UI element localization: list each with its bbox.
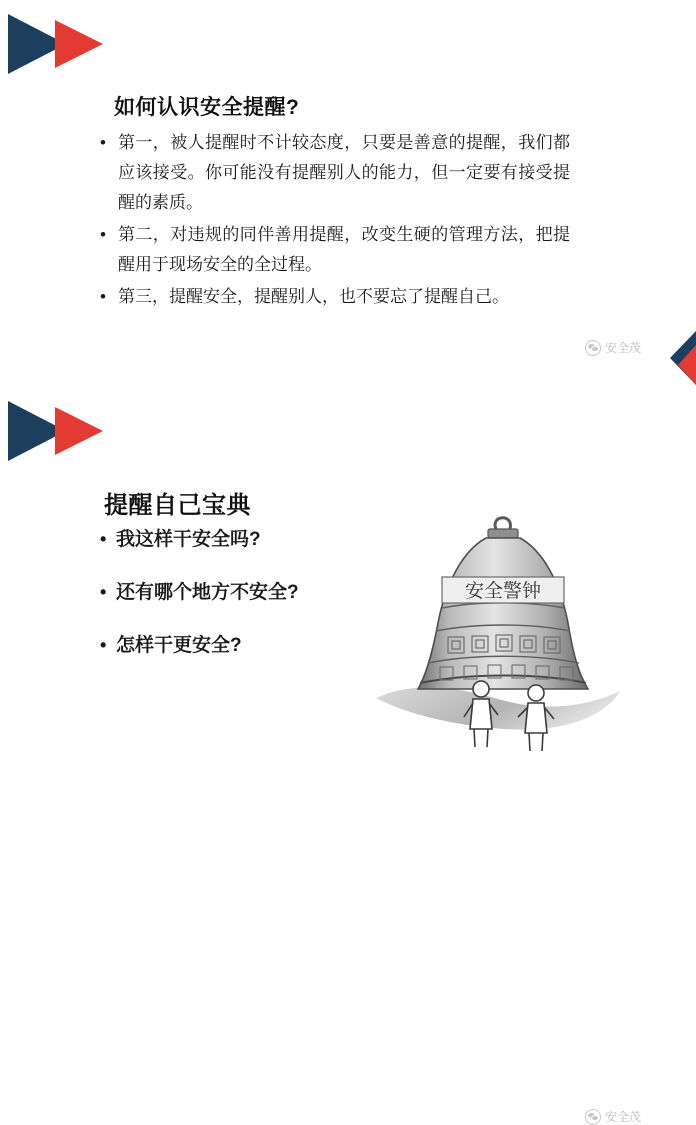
page-title: 提醒自己宝典	[104, 491, 251, 519]
list-item: • 怎样干更安全?	[100, 633, 390, 659]
slide-2	[0, 385, 696, 1124]
bell-body	[418, 538, 588, 689]
slide-1	[0, 0, 696, 385]
bell-inscription-text: 安全警钟	[464, 581, 542, 602]
watermark-label: 安全茂	[605, 341, 642, 355]
bullet-list-slide-2	[100, 527, 390, 686]
corner-arrow-icon-slide-1	[668, 331, 696, 385]
bell-loop	[495, 518, 510, 529]
watermark-label: 安全茂	[605, 1110, 642, 1124]
wechat-icon	[585, 1109, 601, 1125]
warning-bell-illustration	[368, 503, 638, 758]
watermark-slide-2	[585, 1108, 641, 1125]
list-item: • 还有哪个地方不安全?	[100, 580, 390, 606]
list-item: • 我这样干安全吗?	[100, 527, 390, 553]
bell-drawing-svg	[368, 503, 638, 758]
watermark-slide-1	[585, 339, 641, 356]
double-arrow-icon	[8, 14, 104, 74]
bell-crown	[488, 529, 518, 538]
arrow-red-shape	[55, 20, 103, 68]
list-item: • 第三，提醒安全，提醒别人，也不要忘了提醒自己。	[100, 282, 570, 312]
wechat-icon	[585, 340, 601, 356]
bullet-list-slide-1	[100, 128, 570, 314]
list-item: • 第一，被人提醒时不计较态度，只要是善意的提醒，我们都应该接受。你可能没有提醒别人的能力，但一定要有接受提醒的素质。	[100, 128, 570, 218]
ground-shadow	[376, 687, 620, 729]
list-item: • 第二，对违规的同伴善用提醒，改变生硬的管理方法，把提醒用于现场安全的全过程。	[100, 220, 570, 280]
page-title: 如何认识安全提醒?	[114, 96, 300, 120]
arrow-red-shape	[55, 407, 103, 455]
corner-red-shape	[678, 345, 696, 385]
double-arrow-icon	[8, 401, 104, 461]
